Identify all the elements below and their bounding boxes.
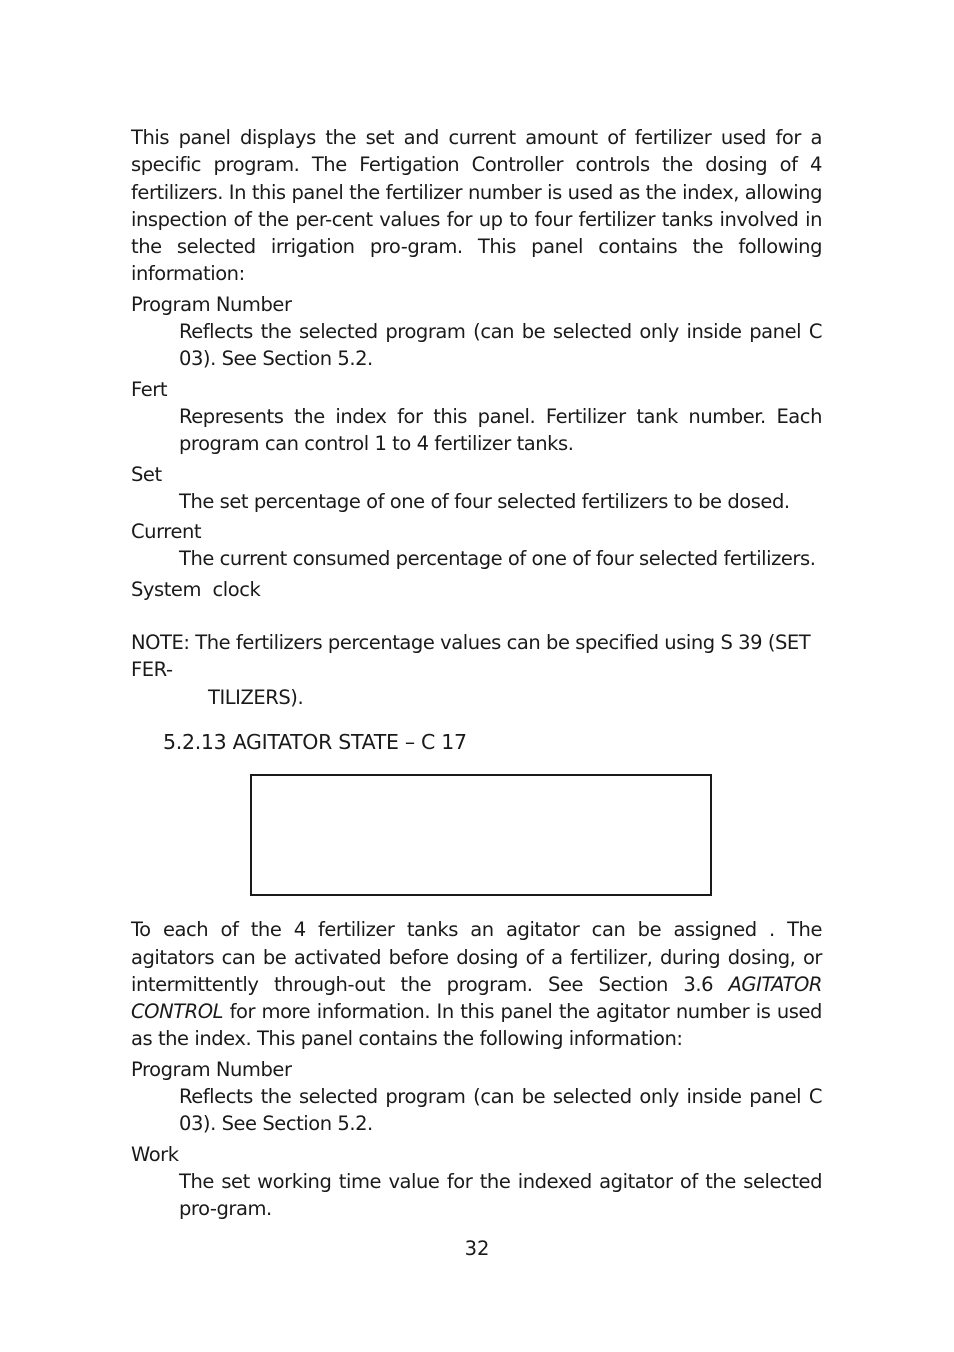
field-description: The set working time value for the indexed agitator of the selected pro-gram. [179,1169,822,1221]
note-label: NOTE: [131,631,190,655]
lcd-panel-frame [250,774,712,896]
agitator-control-reference: AGITATOR CONTROL [131,972,822,1024]
agitator-field-work [131,1141,822,1223]
field-description: The set percentage of one of four selected fertilizers to be dosed. [179,489,790,513]
field-description: Reflects the selected program (can be selected only inside panel C 03). See Section 5.2. [179,320,822,371]
field-term: Program Number [131,292,292,316]
field-system-clock [131,576,822,603]
field-description: Represents the index for this panel. Fertilizer tank number. Each program can control 1 to 4 fertilizer tanks. [179,404,822,456]
field-term: Program Number [131,1057,292,1081]
field-description: Reflects the selected program (can be selected only inside panel C 03). See Section 5.2. [179,1085,822,1136]
agitator-field-program-number [131,1056,822,1138]
field-term: Set [131,462,162,486]
section-heading: 5.2.13 AGITATOR STATE – C 17 [163,729,467,754]
note-text: The fertilizers percentage values can be specified using S 39 (SET FER- [131,631,811,682]
agitator-intro-text: for more information. In this panel the agitator number is used as the index. This panel contains the following information: [131,1000,822,1051]
field-fert [131,376,822,458]
field-term: Work [131,1142,179,1166]
field-set [131,461,822,516]
agitator-intro-text: To each of the 4 fertilizer tanks an agitator can be assigned . The agitators can be activated before dosing of a fertilizer, during dosing, or intermittently through-out the program. See Section 3.6 [131,918,822,996]
page-content [131,124,822,1223]
field-program-number [131,291,822,373]
field-current [131,518,822,573]
field-term: Fert [131,377,168,401]
field-description: The current consumed percentage of one of four selected fertilizers. [179,547,816,571]
note-continuation: TILIZERS). [208,685,304,709]
field-term: System clock [131,577,261,601]
note-paragraph [131,629,822,684]
intro-paragraph: This panel displays the set and current amount of fertilizer used for a specific program. The Fertigation Controller controls the dosing of 4 fertilizers. In this panel the fertilizer number is used as the index, allowing inspection of the per-cent values for up to four fertilizer tanks involved in the selected irrigation pro-gram. This panel contains the following information: [131,126,822,286]
field-term: Current [131,520,202,544]
page-number: 32 [464,1237,490,1260]
agitator-intro-paragraph [131,916,822,1052]
